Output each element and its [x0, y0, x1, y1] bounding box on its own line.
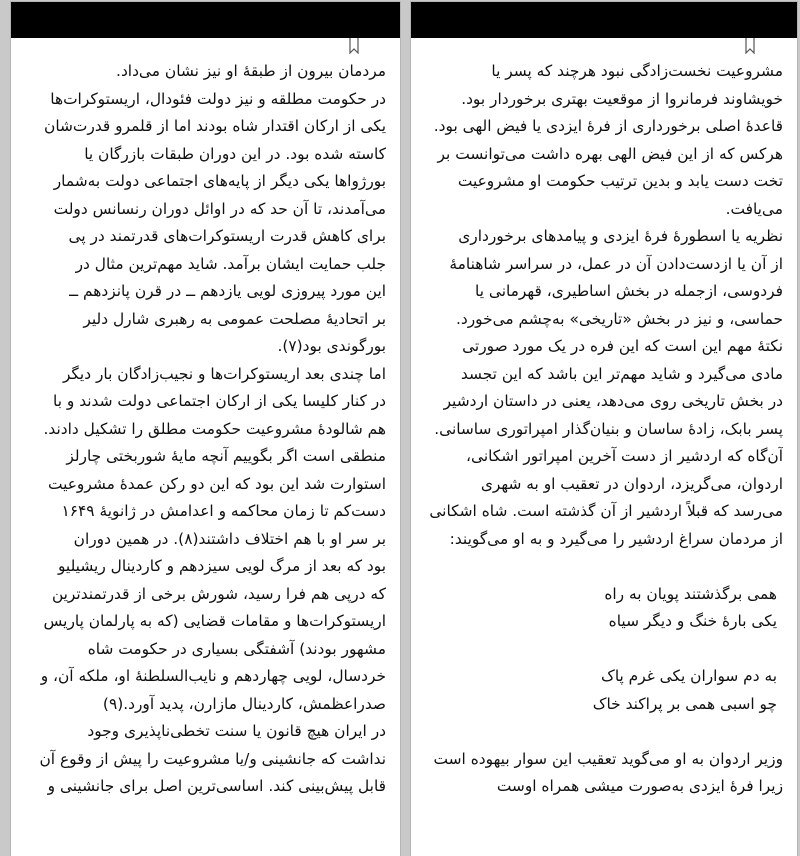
text-line: بود که بعد از مرگ لویی سیزدهم و کاردینال ریشیلیو [57, 557, 386, 575]
text-line: مشروعیت نخست‌زادگی نبود هرچند که پسر یا [491, 62, 783, 80]
text-line: زیرا فرهٔ ایزدی به‌صورت میشی همراه اوست [496, 777, 783, 795]
text-line: می‌رسد که قبلاً اردشیر از آن گذشته است. شاه اشکانی [429, 502, 783, 520]
text-line: از آن یا ازدست‌دادن آن در عمل، در سراسر شاهنامهٔ [449, 254, 783, 273]
text-line: بورژواها یکی دیگر از پایه‌های اجتماعی دولت به‌شمار [53, 172, 386, 190]
text-line: نکتهٔ مهم این است که این فره در یک مورد صورتی [462, 337, 783, 355]
page-header-bar [11, 2, 400, 38]
poem-line: یکی بارهٔ خنگ و دیگر سیاه [608, 612, 777, 630]
page-header-bar [411, 2, 797, 38]
text-line: که درپی هم فرا رسید، شورش برخی از قدرتمندترین [51, 584, 386, 603]
poem-line: همی برگذشتند پویان به راه [604, 584, 777, 603]
text-line: در کنار کلیسا یکی از ارکان اجتماعی دولت شدند و با [53, 392, 386, 410]
text-line: وزیر اردوان به او می‌گوید تعقیب این سوار بیهوده است [433, 749, 783, 768]
text-line: یکی از ارکان اقتدار شاه بودند اما از قلمرو قدرت‌شان [44, 117, 386, 135]
text-line: تخت دست یابد و بدین ترتیب حکومت او مشروعیت [457, 172, 783, 190]
text-line: می‌یافت. [725, 199, 783, 218]
text-line: اریستوکرات‌ها و مقامات قضایی (که به پارلمان پاریس [43, 612, 386, 630]
text-line: مشهور بودند) آشفتگی بسیاری در حکومت شاه [87, 639, 386, 658]
poem-line: به دم سواران یکی غرم پاک [601, 667, 777, 685]
poem-line [427, 718, 783, 746]
text-line: نظریه یا اسطورهٔ فرهٔ ایزدی و پیامدهای برخورداری [458, 227, 783, 245]
stanza-gap [427, 553, 783, 581]
left-page [11, 2, 400, 856]
text-line: صدراعظمش، کاردینال مازارن، پدید آورد.(۹) [102, 694, 386, 713]
text-line: خویشاوند فرمانروا از موقعیت بهتری برخوردار بود. [461, 89, 783, 108]
bookmark-icon[interactable] [349, 38, 359, 54]
text-line: قاعدهٔ اصلی برخورداری از فرهٔ ایزدی یا فیض الهی بود. [433, 117, 783, 135]
text-line: اما چندی بعد اریستوکرات‌ها و نجیب‌زادگان بار دیگر [62, 364, 386, 383]
text-line: برای کاهش قدرت اریستوکرات‌های قدرتمند در پی [68, 227, 386, 245]
text-line: فردوسی، ازجمله در بخش اساطیری، قهرمانی یا [475, 282, 783, 300]
text-line: در بخش تاریخی روی می‌دهد، یعنی در داستان اردشیر [443, 392, 783, 410]
text-line: بورگوندی بود(۷). [277, 337, 386, 355]
text-line: مردمان بیرون از طبقهٔ او نیز نشان می‌داد. [116, 62, 386, 80]
text-line: می‌آمدند، تا آن حد که در اوائل دوران رنسانس دولت [53, 199, 386, 218]
text-line: هرکس که از این فیض الهی بهره داشت می‌توانست بر [437, 144, 783, 163]
text-line: جلب حمایت ایشان برآمد. شاید مهم‌ترین مثال در [75, 254, 386, 273]
text-line: منطقی است اگر بگوییم آنچه مایهٔ شوربختی چارلز [66, 447, 386, 465]
text-line: اردوان، می‌گریزد، اردوان در تعقیب او به شهری [480, 474, 783, 493]
text-line: بر سر او با هم اختلاف داشتند(۸). در همین دوران [73, 529, 386, 548]
right-page-text [427, 58, 783, 801]
bookmark-icon[interactable] [745, 38, 755, 54]
text-line: دست‌کم تا زمان محاکمه و اعدامش در ژانویهٔ ۱۶۴۹ [61, 502, 386, 520]
text-line: آن‌گاه که اردشیر از دست آخرین امپراتور اشکانی، [466, 447, 783, 465]
text-line: حماسی، و نیز در بخش «تاریخی» به‌چشم می‌خورد. [455, 309, 783, 328]
poem-line [427, 636, 783, 664]
right-page [411, 2, 797, 856]
text-line: مادی می‌گیرد و شاید مهم‌تر این باشد که این تجسد [460, 364, 783, 383]
text-line: پسر بابک، زادهٔ ساسان و بنیان‌گذار امپراتوری ساسانی. [434, 419, 783, 438]
left-page-text [27, 58, 386, 801]
text-line: استوارت شد این بود که این دو رکن عمدهٔ مشروعیت [47, 474, 386, 493]
text-line: در ایران هیچ قانون یا سنت تخطی‌ناپذیری وجود [87, 722, 386, 740]
text-line: کاسته شده بود. در این دوران طبقات بازرگان یا [84, 144, 386, 163]
text-line: نداشت که جانشینی و/یا مشروعیت را پیش از وقوع آن [39, 749, 386, 768]
text-line: بر اتحادیهٔ مصلحت عمومی به رهبری شارل دلیر [83, 309, 386, 328]
text-line: در حکومت مطلقه و نیز دولت فئودال، اریستوکرات‌ها [50, 89, 386, 108]
text-line: هم شالودهٔ مشروعیت حکومت مطلق را تشکیل دادند. [43, 419, 386, 438]
text-line: این مورد پیروزی لویی یازدهم ــ در قرن پانزدهم ــ [69, 282, 386, 300]
text-line: قابل پیش‌بینی کند. اساسی‌ترین اصل برای جانشینی و [47, 777, 386, 795]
text-line: از مردمان سراغ اردشیر را می‌گیرد و به او می‌گویند: [449, 529, 783, 548]
text-line: خردسال، لویی چهاردهم و نایب‌السلطنهٔ او، ملکه آن، و [40, 667, 386, 685]
poem-line: چو اسبی همی بر پراکند خاک [592, 694, 777, 713]
